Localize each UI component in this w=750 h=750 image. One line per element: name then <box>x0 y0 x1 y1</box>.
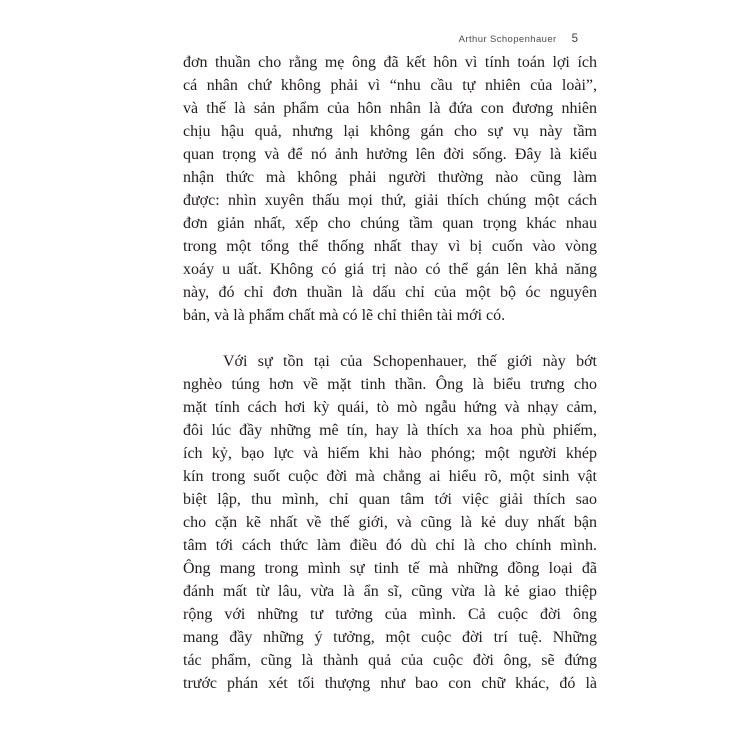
paragraph-2 <box>183 350 597 695</box>
text-line: đánh mất từ lâu, vừa là ẩn sĩ, cũng vừa là kẻ giao thiệp <box>183 583 597 600</box>
text-line: chịu hậu quả, nhưng lại không gán cho sự vụ này tầm <box>183 123 597 140</box>
running-header <box>0 33 578 45</box>
text-line: Ông mang trong mình sự tinh tế mà những đồng loại đã <box>183 560 597 577</box>
body-text <box>183 51 597 695</box>
text-line: cá nhân chứ không phải vì “nhu cầu tự nhiên của loài”, <box>183 77 597 94</box>
text-line: và thế là sản phẩm của hôn nhân là đứa con đương nhiên <box>183 100 597 117</box>
text-line: trong một tổng thể thống nhất thay vì bị cuốn vào vòng <box>183 238 597 255</box>
paragraph-gap <box>183 327 597 350</box>
text-line: kín trong suốt cuộc đời mà chẳng ai hiểu rõ, một sinh vật <box>183 468 597 485</box>
text-line: quan trọng và để nó ảnh hưởng lên đời sống. Đây là kiểu <box>183 146 597 163</box>
text-line: bản, và là phẩm chất mà có lẽ chỉ thiên tài mới có. <box>183 307 506 324</box>
page-number: 5 <box>571 33 578 45</box>
text-line: mặt tính cách hơi kỳ quái, tò mò ngẫu hứng và nhạy cảm, <box>183 399 597 416</box>
text-line: được: nhìn xuyên thấu mọi thứ, giải thích chúng một cách <box>183 192 597 209</box>
text-line: biệt lập, thu mình, chỉ quan tâm tới việc giải thích sao <box>183 491 597 508</box>
text-line: nhận thức mà không phải người thường nào cũng làm <box>183 169 597 186</box>
text-line: rộng với những tư tưởng của mình. Cả cuộc đời ông <box>183 606 597 623</box>
text-line: Với sự tồn tại của Schopenhauer, thế giới này bớt <box>223 353 597 370</box>
text-line: xoáy u uất. Không có giá trị nào có thể gán lên khả năng <box>183 261 597 278</box>
text-line: mang đầy những ý tưởng, một cuộc đời trí tuệ. Những <box>183 629 597 646</box>
text-line: nghèo túng hơn về mặt tinh thần. Ông là biểu trưng cho <box>183 376 597 393</box>
text-line: ích kỷ, bạo lực và hiếm khi hào phóng; một người khép <box>183 445 597 462</box>
text-line: đơn thuần cho rằng mẹ ông đã kết hôn vì tính toán lợi ích <box>183 54 597 71</box>
text-line: đôi lúc đầy những mê tín, hay là thích xa hoa phù phiếm, <box>183 422 597 439</box>
text-line: đơn giản nhất, xếp cho chúng tầm quan trọng khác nhau <box>183 215 597 232</box>
text-line: này, đó chỉ đơn thuần là dấu chỉ của một bộ óc nguyên <box>183 284 597 301</box>
text-line: tác phẩm, cũng là thành quả của cuộc đời ông, sẽ đứng <box>183 652 597 669</box>
running-header-title: Arthur Schopenhauer <box>458 34 557 45</box>
paragraph-1 <box>183 51 597 327</box>
text-line: cho cặn kẽ nhất về thế giới, và cũng là kẻ duy nhất bận <box>183 514 597 531</box>
text-line: trước phán xét tối thượng như bao con chữ khác, đó là <box>183 675 597 692</box>
text-line: tâm tới cách thức làm điều đó dù chỉ là cho chính mình. <box>183 537 597 554</box>
